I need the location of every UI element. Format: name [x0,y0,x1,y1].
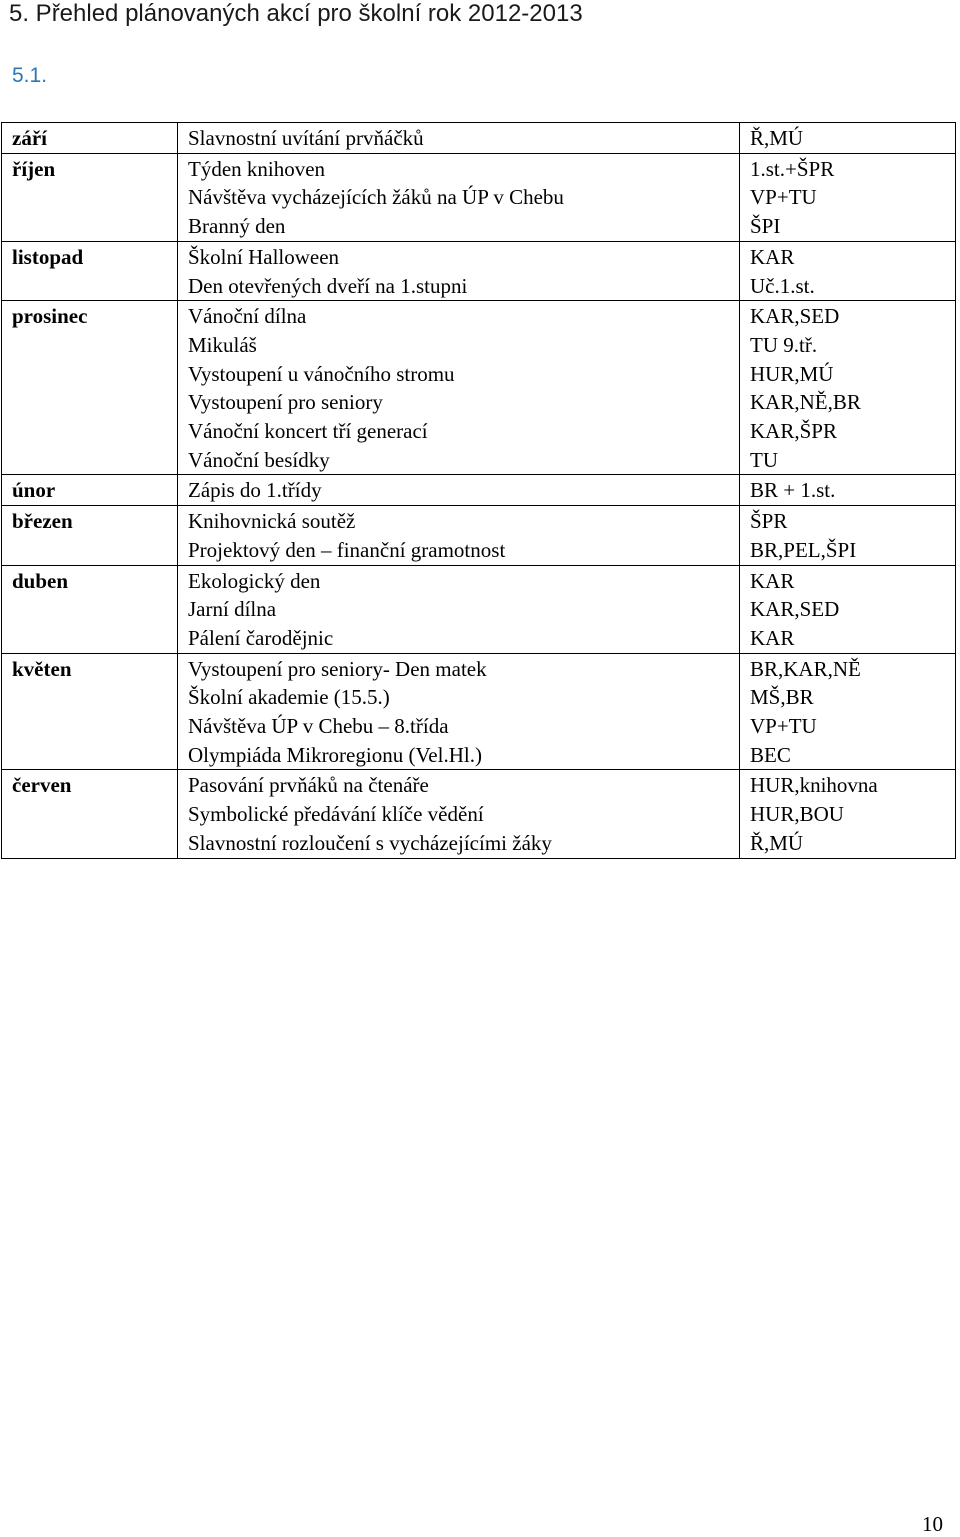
event-item: Projektový den – finanční gramotnost [188,537,506,562]
event-item: Pálení čarodějnic [188,625,334,650]
event-item: Vánoční koncert tří generací [188,419,428,444]
month-cell: říjen [2,153,178,241]
month-cell: listopad [2,241,178,300]
subsection-number: 5.1. [12,64,48,87]
section-heading: 5. Přehled plánovaných akcí pro školní rok 2012-2013 [9,0,583,27]
month-cell: duben [2,565,178,653]
responsible-cell [740,770,956,858]
responsible-item: Ř,MÚ [750,830,804,855]
page-number: 10 [922,1512,943,1536]
responsible-item: VP+TU [750,185,817,210]
responsible-item: KAR [750,244,795,269]
responsible-item: BEC [750,742,791,767]
event-item: Návštěva ÚP v Chebu – 8.třída [188,714,449,739]
events-cell [178,565,740,653]
table-row [2,301,956,475]
events-cell [178,153,740,241]
responsible-item: MŠ,BR [750,685,814,710]
responsible-item: TU 9.tř. [750,332,818,357]
events-cell [178,123,740,154]
responsible-item: KAR,SED [750,597,840,622]
event-item: Symbolické předávání klíče vědění [188,802,484,827]
responsible-cell [740,241,956,300]
responsible-item: ŠPI [750,214,781,239]
responsible-item: BR,KAR,NĚ [750,656,861,681]
events-plan-table-body [2,123,956,859]
events-plan-table [1,122,956,859]
event-item: Vystoupení pro seniory [188,390,383,415]
responsible-item: KAR,SED [750,304,840,329]
event-item: Olympiáda Mikroregionu (Vel.Hl.) [188,742,482,767]
responsible-item: HUR,knihovna [750,773,878,798]
table-row [2,475,956,506]
event-item: Den otevřených dveří na 1.stupni [188,273,468,298]
responsible-cell [740,506,956,565]
responsible-cell [740,565,956,653]
responsible-item: Uč.1.st. [750,273,815,298]
month-cell: březen [2,506,178,565]
events-cell [178,301,740,475]
table-row [2,123,956,154]
responsible-item: HUR,MÚ [750,361,834,386]
responsible-cell [740,123,956,154]
table-row [2,241,956,300]
table-row [2,565,956,653]
responsible-item: KAR,NĚ,BR [750,390,861,415]
event-item: Týden knihoven [188,156,326,181]
event-item: Jarní dílna [188,597,277,622]
responsible-item: TU [750,447,778,472]
responsible-item: BR + 1.st. [750,478,836,503]
events-cell [178,241,740,300]
responsible-cell [740,153,956,241]
event-item: Pasování prvňáků na čtenáře [188,773,429,798]
event-item: Školní Halloween [188,244,340,269]
table-row [2,653,956,770]
responsible-cell [740,653,956,770]
responsible-item: VP+TU [750,714,817,739]
month-cell: květen [2,653,178,770]
month-cell: prosinec [2,301,178,475]
events-cell [178,506,740,565]
event-item: Vystoupení u vánočního stromu [188,361,455,386]
event-item: Ekologický den [188,568,321,593]
month-cell: červen [2,770,178,858]
event-item: Slavnostní rozloučení s vycházejícími žáky [188,830,552,855]
responsible-item: KAR,ŠPR [750,419,837,444]
events-cell [178,770,740,858]
event-item: Návštěva vycházejících žáků na ÚP v Chebu [188,185,564,210]
table-row [2,506,956,565]
event-item: Zápis do 1.třídy [188,478,322,503]
responsible-item: 1.st.+ŠPR [750,156,835,181]
events-cell [178,475,740,506]
month-cell: únor [2,475,178,506]
event-item: Mikuláš [188,332,257,357]
month-cell: září [2,123,178,154]
responsible-item: Ř,MÚ [750,126,804,150]
responsible-item: KAR [750,625,795,650]
responsible-item: ŠPR [750,509,788,534]
event-item: Vystoupení pro seniory- Den matek [188,656,487,681]
event-item: Branný den [188,214,286,239]
responsible-cell [740,475,956,506]
event-item: Vánoční besídky [188,447,330,472]
table-row [2,153,956,241]
events-cell [178,653,740,770]
event-item: Školní akademie (15.5.) [188,685,390,710]
event-item: Vánoční dílna [188,304,307,329]
responsible-item: BR,PEL,ŠPI [750,537,857,562]
responsible-item: KAR [750,568,795,593]
table-row [2,770,956,858]
responsible-cell [740,301,956,475]
event-item: Knihovnická soutěž [188,509,356,534]
responsible-item: HUR,BOU [750,802,844,827]
event-item: Slavnostní uvítání prvňáčků [188,126,424,150]
